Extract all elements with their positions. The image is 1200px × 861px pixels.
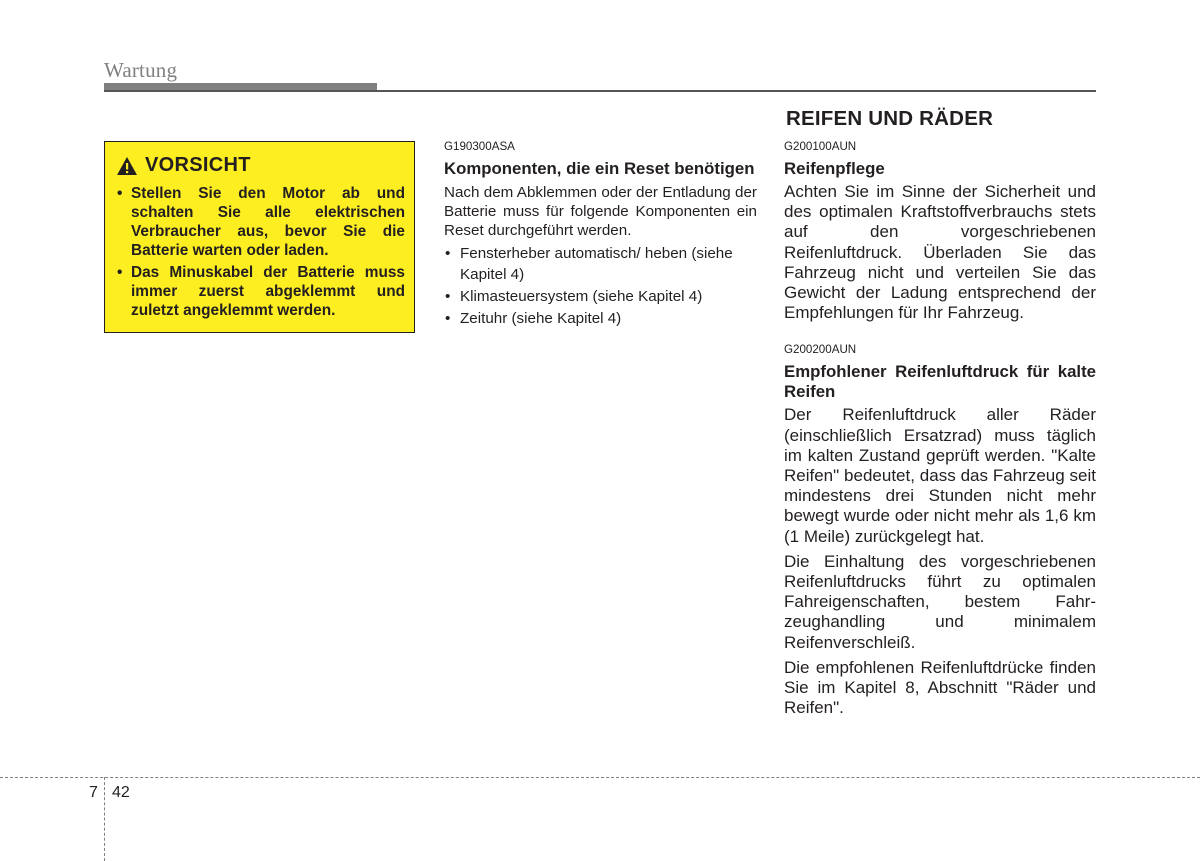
section-code: G200200AUN <box>784 343 857 357</box>
caution-box <box>104 141 415 333</box>
header-rule-thin <box>104 90 1096 92</box>
page-header-title: Wartung <box>104 58 178 82</box>
tire-pressure-heading: Empfohlener Reifenluftdruck für kalte Reifen <box>784 362 1096 402</box>
tire-pressure-paragraph: Die empfohlenen Reifenluftdrücke finden Sie im Kapitel 8, Abschnitt "Räder und Reifen". <box>784 657 1096 718</box>
caution-list <box>116 184 405 320</box>
tire-care-heading: Reifenpflege <box>784 159 885 178</box>
tire-pressure-paragraph: Die Einhaltung des vorgeschriebenen Reifenluftdrucks führt zu optimalen Fahreigenschaften, bestem Fahr-zeughandling und minimalem Reifenverschleiß. <box>784 551 1096 652</box>
section-code: G190300ASA <box>444 140 515 153</box>
section-code: G200100AUN <box>784 140 857 153</box>
chapter-number: 7 <box>89 784 98 801</box>
reset-list <box>444 243 757 329</box>
caution-item: • Das Minuskabel der Batterie muss immer zuerst abgeklemmt und zuletzt angeklemmt werden. <box>116 263 405 320</box>
caution-header <box>116 154 405 177</box>
page-number: 42 <box>112 784 130 801</box>
reset-heading: Komponenten, die ein Reset benötigen <box>444 159 755 178</box>
tire-pressure-paragraph: Der Reifenluftdruck aller Räder (einschließlich Ersatzrad) muss täglich im kalten Zustand geprüft werden. "Kalte Reifen" bedeutet, dass das Fahrzeug seit mindestens drei Stunden nicht mehr bewegt wurde oder nicht mehr als 1,6 km (1 Meile) zurückgelegt hat. <box>784 405 1096 546</box>
footer-divider <box>0 777 1200 778</box>
caution-item: • Stellen Sie den Motor ab und schalten Sie alle elektrischen Verbraucher aus, bevor Sie die Batterie warten oder laden. <box>116 184 405 260</box>
tires-section <box>784 139 1096 718</box>
reset-list-item: • Fensterheber automatisch/ heben (siehe Kapitel 4) <box>444 243 757 285</box>
tire-care-text: Achten Sie im Sinne der Sicherheit und des optimalen Kraftstoffverbrauchs stets auf den vorgeschriebenen Reifenluftdruck. Überladen Sie das Fahrzeug nicht und verteilen Sie das Gewicht der Ladung entsprechend der Empfehlungen für Ihr Fahrzeug. <box>784 182 1096 323</box>
reset-list-item: • Zeituhr (siehe Kapitel 4) <box>444 308 757 329</box>
reset-list-item: • Klimasteuersystem (siehe Kapitel 4) <box>444 286 757 307</box>
reset-intro: Nach dem Abklemmen oder der Entladung der Batterie muss für folgende Komponenten ein Reset durchgeführt werden. <box>444 184 757 239</box>
reset-section <box>444 139 757 330</box>
warning-triangle-icon <box>116 156 138 176</box>
section-title: REIFEN UND RÄDER <box>786 107 994 130</box>
footer-page-divider <box>104 777 105 861</box>
caution-title: VORSICHT <box>145 154 251 176</box>
